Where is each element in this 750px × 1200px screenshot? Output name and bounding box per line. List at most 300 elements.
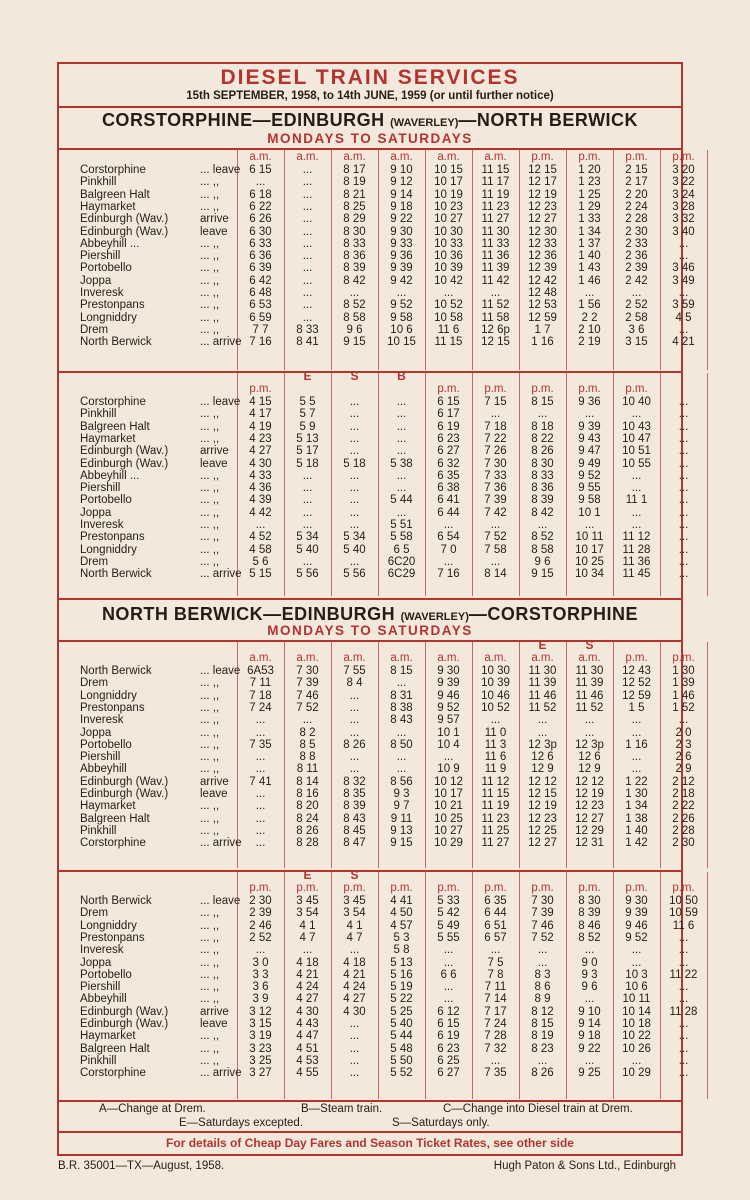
departure-time: 10 43	[622, 420, 651, 433]
departure-time: 10 11	[575, 531, 604, 544]
departure-time: 11 46	[528, 689, 557, 702]
departure-time: 12 6	[531, 751, 554, 764]
departure-time: ...	[302, 274, 313, 287]
departure-time: 4 39	[249, 494, 272, 507]
departure-time: 12 27	[528, 837, 557, 850]
timetable-row	[57, 919, 695, 933]
station-name: North Berwick	[80, 665, 152, 677]
station-name: Prestonpans	[80, 701, 145, 714]
timetable-row	[57, 1030, 689, 1043]
departure-time: 2 52	[625, 299, 648, 312]
departure-time: 12 33	[528, 237, 557, 250]
period-header: a.m.	[390, 652, 413, 664]
departure-time: 9 58	[390, 311, 413, 324]
departure-time: ...	[678, 981, 689, 994]
station-name: Balgreen Halt	[80, 1042, 150, 1055]
departure-time: 6 25	[437, 1054, 460, 1067]
departure-time: 10 39	[481, 677, 510, 690]
departure-time: 9 42	[390, 274, 413, 287]
departure-time: 8 23	[531, 1042, 554, 1055]
station-name: Joppa	[80, 274, 112, 287]
station-action: ... ,,	[200, 432, 220, 445]
timetable-row	[57, 274, 695, 288]
departure-time: ...	[396, 751, 407, 764]
departure-time: 4 7	[299, 931, 316, 944]
departure-time: 3 59	[672, 299, 695, 312]
departure-time: 5 51	[390, 519, 413, 531]
departure-time: 10 6	[390, 323, 413, 336]
timetable-row	[57, 1018, 689, 1031]
departure-time: 11 15	[481, 788, 510, 800]
period-header: p.m.	[249, 882, 272, 894]
departure-time: 6 38	[437, 482, 460, 495]
departure-time: ...	[349, 494, 360, 507]
departure-time: 6 54	[437, 531, 460, 544]
departure-time: 7 24	[484, 1018, 507, 1030]
departure-time: 2 33	[625, 237, 648, 250]
departure-time: ...	[490, 555, 501, 568]
departure-time: 7 46	[531, 919, 554, 932]
period-header: p.m.	[625, 882, 648, 894]
departure-time: 4 55	[296, 1067, 319, 1080]
departure-time: 10 4	[437, 738, 460, 751]
timetable-row	[57, 396, 689, 409]
departure-time: ...	[631, 469, 642, 482]
departure-time: 4 42	[249, 506, 272, 519]
departure-time: 5 17	[296, 445, 319, 458]
station-name: Haymarket	[80, 1030, 136, 1043]
route-title-return	[57, 604, 683, 625]
departure-time: 4 1	[299, 919, 316, 932]
departure-time: 7 30	[484, 457, 507, 470]
departure-time: 10 14	[622, 1005, 651, 1018]
legend-s: S—Saturdays only.	[392, 1117, 490, 1129]
departure-time: 10 19	[434, 188, 463, 201]
departure-time: 7 41	[249, 775, 272, 788]
timetable-row	[57, 837, 695, 850]
departure-time: ...	[396, 396, 407, 408]
departure-time: ...	[631, 751, 642, 764]
departure-time: ...	[631, 944, 642, 957]
departure-time: ...	[678, 287, 689, 299]
departure-time: ...	[678, 555, 689, 568]
departure-time: 4 50	[390, 907, 413, 920]
timetable-row	[57, 225, 695, 239]
period-header: a.m.	[390, 151, 413, 163]
departure-time: 6 57	[484, 931, 507, 944]
departure-time: 6A53	[247, 665, 274, 677]
departure-time: ...	[678, 956, 689, 969]
departure-time: 10 11	[622, 993, 651, 1006]
timetable-row	[57, 237, 689, 251]
departure-time: 8 42	[531, 506, 554, 519]
departure-time: 8 32	[343, 775, 366, 788]
departure-time: 4 27	[343, 993, 366, 1006]
station-name: Inveresk	[80, 944, 124, 957]
departure-time: ...	[678, 457, 689, 470]
departure-time: 1 20	[578, 164, 601, 176]
departure-time: 5 6	[252, 555, 269, 568]
station-action: ... ,,	[200, 824, 220, 837]
departure-time: 9 18	[390, 200, 413, 213]
departure-time: 1 34	[625, 800, 648, 813]
departure-time: 10 59	[669, 907, 698, 920]
departure-time: 9 10	[390, 164, 413, 176]
period-header-row	[57, 151, 695, 164]
departure-time: 9 0	[581, 956, 598, 969]
timetable-row	[57, 445, 689, 458]
departure-time: ...	[631, 956, 642, 969]
departure-time: ...	[678, 543, 689, 556]
timetable-row	[57, 956, 689, 970]
timetable-row	[57, 931, 689, 945]
departure-time: 9 43	[578, 432, 601, 445]
departure-time: 12 23	[528, 200, 557, 213]
departure-time: 11 25	[481, 824, 510, 837]
departure-time: 1 43	[578, 262, 601, 275]
departure-time: 6C29	[387, 568, 416, 581]
departure-time: 3 6	[628, 323, 645, 336]
departure-time: 12 23	[528, 812, 557, 825]
timetable-section-outbound-morning	[57, 150, 695, 370]
departure-time: 3 22	[672, 176, 695, 189]
departure-time: 1 30	[672, 665, 695, 677]
departure-time: 8 39	[343, 800, 366, 813]
station-name: Corstorphine	[80, 164, 146, 176]
departure-time: 10 52	[434, 299, 463, 312]
timetable-row	[57, 1005, 698, 1019]
departure-time: 12 15	[528, 788, 557, 800]
departure-time: 10 50	[669, 895, 698, 907]
column-rule	[707, 150, 708, 370]
departure-time: 9 10	[578, 1005, 601, 1018]
departure-time: 11 52	[528, 701, 557, 714]
departure-time: 10 55	[622, 457, 651, 470]
timetable-row	[57, 775, 695, 789]
timetable-row	[57, 689, 695, 703]
station-action: ... ,,	[200, 176, 220, 189]
departure-time: 9 14	[390, 188, 413, 201]
station-action: ... arrive	[200, 568, 242, 581]
departure-time: 5 49	[437, 919, 460, 932]
period-header: p.m.	[531, 383, 554, 395]
departure-time: 6 27	[437, 445, 460, 458]
departure-time: 4 23	[249, 432, 272, 445]
departure-time: 7 17	[484, 1005, 507, 1018]
departure-time: ...	[584, 726, 595, 739]
departure-time: 6 5	[393, 543, 410, 556]
departure-time: ...	[349, 469, 360, 482]
station-name: North Berwick	[80, 336, 152, 349]
station-name: Pinkhill	[80, 1054, 117, 1067]
departure-time: 12 17	[528, 176, 557, 189]
departure-time: 6 42	[249, 274, 272, 287]
departure-time: 8 15	[531, 396, 554, 408]
departure-time: 2 42	[625, 274, 648, 287]
departure-time: 8 39	[343, 262, 366, 275]
departure-time: 1 29	[578, 200, 601, 213]
departure-time: 8 36	[343, 250, 366, 263]
period-header-row	[57, 383, 683, 396]
departure-time: ...	[302, 506, 313, 519]
departure-time: 8 2	[299, 726, 316, 739]
departure-time: 7 30	[296, 665, 319, 677]
departure-time: 9 49	[578, 457, 601, 470]
departure-time: ...	[349, 506, 360, 519]
departure-time: ...	[349, 944, 360, 957]
route-part-a: NORTH BERWICK—EDINBURGH	[101, 604, 396, 624]
station-action: ... ,,	[200, 751, 220, 764]
departure-time: ...	[678, 519, 689, 531]
days-outbound: MONDAYS TO SATURDAYS	[267, 131, 473, 146]
departure-time: 9 7	[393, 800, 410, 813]
departure-time: 1 40	[625, 824, 648, 837]
station-name: Abbeyhill ...	[80, 237, 140, 250]
departure-time: ...	[302, 287, 313, 299]
departure-time: 4 27	[296, 993, 319, 1006]
departure-time: 4 30	[249, 457, 272, 470]
departure-time: 8 42	[343, 274, 366, 287]
departure-time: 5 18	[296, 457, 319, 470]
departure-time: 11 36	[481, 250, 510, 263]
departure-time: 11 52	[575, 701, 604, 714]
period-header: p.m.	[578, 882, 601, 894]
station-action: ... leave	[200, 665, 241, 677]
departure-time: 5 40	[296, 543, 319, 556]
timetable-row	[57, 408, 689, 421]
departure-time: 9 6	[581, 981, 598, 994]
departure-time: 1 40	[578, 250, 601, 263]
departure-time: 8 18	[531, 420, 554, 433]
period-header: a.m.	[531, 652, 554, 664]
departure-time: 1 16	[625, 738, 648, 751]
route-via: (WAVERLEY)	[400, 611, 469, 623]
departure-time: 1 37	[578, 237, 601, 250]
departure-time: 2 12	[672, 775, 695, 788]
departure-time: ...	[302, 299, 313, 312]
station-action: ... ,,	[200, 262, 220, 275]
departure-time: 8 47	[343, 837, 366, 850]
period-header: p.m.	[249, 383, 272, 395]
departure-time: 3 0	[252, 956, 269, 969]
departure-time: ...	[678, 445, 689, 458]
departure-time: ...	[255, 812, 266, 825]
station-name: Piershill	[80, 482, 121, 495]
departure-time: 10 1	[578, 506, 601, 519]
departure-time: 7 5	[487, 956, 504, 969]
departure-time: 7 39	[484, 494, 507, 507]
timetable-row	[57, 800, 695, 813]
departure-time: 11 12	[622, 531, 651, 544]
departure-time: ...	[255, 837, 266, 850]
departure-time: 2 17	[625, 176, 648, 189]
station-name: Balgreen Halt	[80, 420, 150, 433]
station-action: ... ,,	[200, 726, 220, 739]
route-via: (WAVERLEY)	[390, 117, 459, 129]
departure-time: ...	[443, 287, 454, 299]
timetable-row	[57, 907, 698, 920]
departure-time: ...	[631, 714, 642, 727]
departure-time: ...	[631, 1054, 642, 1067]
departure-time: ...	[302, 469, 313, 482]
period-header: p.m.	[625, 652, 648, 664]
departure-time: 10 21	[434, 800, 463, 813]
station-action: ... ,,	[200, 956, 220, 969]
departure-time: 4 5	[675, 311, 692, 324]
departure-time: 9 6	[534, 555, 551, 568]
station-name: Joppa	[80, 506, 112, 519]
timetable-row	[57, 1054, 689, 1068]
departure-time: 8 5	[299, 738, 316, 751]
departure-time: 9 39	[390, 262, 413, 275]
station-action: leave	[200, 225, 228, 238]
departure-time: 9 39	[578, 420, 601, 433]
departure-time: ...	[396, 763, 407, 776]
departure-time: 8 52	[531, 531, 554, 544]
period-header: p.m.	[672, 882, 695, 894]
departure-time: ...	[349, 1042, 360, 1055]
departure-time: ...	[631, 287, 642, 299]
departure-time: ...	[678, 250, 689, 263]
departure-time: 4 33	[249, 469, 272, 482]
departure-time: 7 15	[484, 396, 507, 408]
station-action: ... ,,	[200, 714, 220, 727]
departure-time: 9 36	[578, 396, 601, 408]
station-name: Haymarket	[80, 800, 136, 813]
departure-time: ...	[678, 494, 689, 507]
station-action: arrive	[200, 445, 229, 458]
station-action: ... ,,	[200, 408, 220, 421]
departure-time: 6 35	[484, 895, 507, 907]
departure-time: 12 12	[528, 775, 557, 788]
departure-time: 6 30	[249, 225, 272, 238]
departure-time: ...	[678, 408, 689, 421]
timetable-row	[57, 494, 689, 507]
departure-time: 10 30	[481, 665, 510, 677]
timetable-row	[57, 506, 689, 520]
departure-time: 3 45	[343, 895, 366, 907]
departure-time: 1 34	[578, 225, 601, 238]
station-name: Piershill	[80, 751, 121, 764]
departure-time: 6 15	[249, 164, 272, 176]
departure-time: 8 26	[296, 824, 319, 837]
departure-time: 2 30	[672, 837, 695, 850]
departure-time: 1 30	[625, 788, 648, 800]
departure-time: 5 48	[390, 1042, 413, 1055]
departure-time: 12 36	[528, 250, 557, 263]
departure-time: 12 19	[528, 800, 557, 813]
departure-time: 5 8	[393, 944, 410, 957]
departure-time: ...	[537, 1054, 548, 1067]
departure-time: 12 52	[622, 677, 651, 690]
departure-time: ...	[396, 432, 407, 445]
departure-time: 6 17	[437, 408, 460, 421]
departure-time: ...	[490, 408, 501, 421]
departure-time: 12 19	[575, 788, 604, 800]
departure-time: 11 30	[528, 665, 557, 677]
departure-time: 5 5	[299, 396, 316, 408]
departure-time: ...	[443, 519, 454, 531]
departure-time: 4 21	[343, 968, 366, 981]
departure-time: ...	[537, 944, 548, 957]
departure-time: 1 46	[672, 689, 695, 702]
departure-time: ...	[537, 519, 548, 531]
departure-time: 8 33	[343, 237, 366, 250]
departure-time: 3 25	[249, 1054, 272, 1067]
departure-time: 8 29	[343, 213, 366, 226]
service-code: E	[303, 868, 312, 882]
departure-time: 8 4	[346, 677, 363, 690]
departure-time: 4 30	[343, 1005, 366, 1018]
departure-time: 11 30	[575, 665, 604, 677]
departure-time: 7 46	[296, 689, 319, 702]
departure-time: ...	[302, 262, 313, 275]
departure-time: 8 17	[343, 164, 366, 176]
station-action: ... ,,	[200, 1042, 220, 1055]
departure-time: 12 30	[528, 225, 557, 238]
station-action: ... ,,	[200, 968, 220, 981]
departure-time: ...	[443, 944, 454, 957]
departure-time: 7 36	[484, 482, 507, 495]
departure-time: 3 12	[249, 1005, 272, 1018]
station-action: ... ,,	[200, 944, 220, 957]
timetable-row	[57, 763, 692, 776]
departure-time: ...	[349, 445, 360, 458]
departure-time: 2 19	[578, 336, 601, 349]
departure-time: ...	[631, 519, 642, 531]
departure-time: 11 6	[484, 751, 507, 764]
route-title-outbound	[57, 110, 683, 131]
departure-time: 1 39	[672, 677, 695, 690]
station-action: ... ,,	[200, 1054, 220, 1067]
departure-time: ...	[396, 677, 407, 690]
departure-time: 4 21	[672, 336, 695, 349]
period-header: a.m.	[484, 151, 507, 163]
departure-time: 9 30	[437, 665, 460, 677]
period-header: p.m.	[531, 151, 554, 163]
timetable-row	[57, 176, 695, 189]
service-code: S	[350, 369, 359, 383]
timetable-row	[57, 895, 698, 908]
departure-time: 9 15	[390, 837, 413, 850]
period-header: p.m.	[625, 151, 648, 163]
departure-time: 8 19	[343, 176, 366, 189]
departure-time: 4 47	[296, 1030, 319, 1043]
departure-time: 6 27	[437, 1067, 460, 1080]
departure-time: 7 16	[437, 568, 460, 581]
departure-time: 6 19	[437, 420, 460, 433]
departure-time: 8 39	[578, 907, 601, 920]
departure-time: ...	[255, 944, 266, 957]
station-action: leave	[200, 1018, 228, 1030]
departure-time: 3 23	[249, 1042, 272, 1055]
departure-time: ...	[631, 408, 642, 421]
departure-time: 4 52	[249, 531, 272, 544]
departure-time: 5 22	[390, 993, 413, 1006]
station-action: ... ,,	[200, 531, 220, 544]
departure-time: ...	[255, 714, 266, 727]
departure-time: ...	[255, 751, 266, 764]
departure-time: 8 21	[343, 188, 366, 201]
legend-c: C—Change into Diesel train at Drem.	[443, 1103, 633, 1115]
station-name: Drem	[80, 323, 109, 336]
station-action: ... ,,	[200, 188, 220, 201]
departure-time: ...	[255, 763, 266, 776]
station-name: Balgreen Halt	[80, 812, 150, 825]
departure-time: 12 59	[622, 689, 651, 702]
departure-time: 3 27	[249, 1067, 272, 1080]
departure-time: 3 9	[252, 993, 269, 1006]
